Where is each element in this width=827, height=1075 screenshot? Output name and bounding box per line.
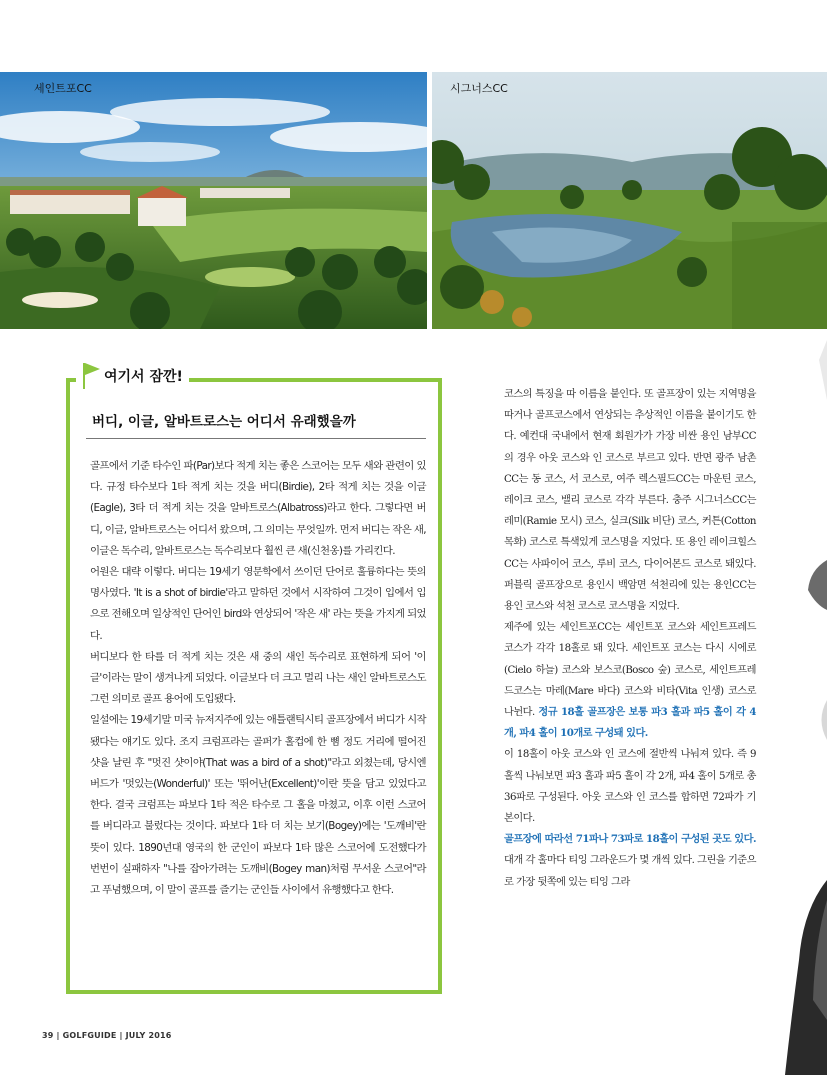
photo-saint-four-cc	[0, 72, 427, 329]
article-column	[504, 384, 756, 893]
photo-caption-cygnus: 시그너스CC	[450, 82, 508, 95]
sidebar-paragraph: 어원은 대략 이렇다. 버디는 19세기 영문학에서 쓰이던 단어로 훌륭하다는 뜻의 명사였다. 'It is a shot of birdie'라고 말하던 것에서 시작하여 그것이 입에서 입으로 전해오며 일상적인 단어인 bird와 연상되어 '작은 새' 라는 뜻을 가지게 되었다.	[90, 566, 426, 642]
edge-partial-photo	[785, 880, 827, 1075]
sidebar-tab-title: 여기서 잠깐!	[104, 369, 183, 385]
page-footer: 39 | GOLFGUIDE | JULY 2016	[42, 1031, 172, 1040]
article-highlight: 정규 18홀 골프장은 보통 파3 홀과 파5 홀이 각 4개, 파4 홀이 10개로 구성돼 있다.	[504, 706, 756, 740]
article-text: 대개 각 홀마다 티잉 그라운드가 몇 개씩 있다. 그린을 기준으로 가장 뒷쪽에 있는 티잉 그라	[504, 855, 756, 888]
golf-resort-illustration	[0, 72, 427, 329]
article-paragraph: 이 18홀이 아웃 코스와 인 코스에 절반씩 나눠져 있다. 즉 9홀씩 나눠보면 파3 홀과 파5 홀이 각 2개, 파4 홀이 5개로 총 36파로 구성된다. 아웃 코스와 인 코스를 합하면 72파가 기본이다.	[504, 749, 756, 825]
sidebar-paragraph: 일설에는 19세기말 미국 뉴저지주에 있는 애틀랜틱시티 골프장에서 버디가 시작됐다는 얘기도 있다. 조지 크럼프라는 골퍼가 홀컵에 한 뼘 정도 거리에 떨어진 샷을 날린 후 "멋진 샷이야(That was a bird of a shot)"라고 외쳤는데, 당시엔 버드가 '멋있는(Wonderful)' 또는 '뛰어난(Excellent)'이란 뜻을 담고 있었다고 한다. 결국 크럼프는 파보다 1타 적은 타수로 그 홀을 마쳤고, 이후 이런 스코어를 버디라고 불렀다는 것이다. 파보다 1타 더 치는 보기(Bogey)에는 '도깨비'란 뜻이 있다. 1890년대 영국의 한 군인이 파보다 1타 많은 스코어에 도전했다가 번번이 실패하자 "나를 잡아가려는 도깨비(Bogey man)처럼 무서운 스코어"라고 푸념했으며, 이 말이 골프를 즐기는 군인들 사이에서 유행했다고 한다.	[90, 714, 426, 897]
sidebar-body	[90, 456, 426, 901]
photo-caption-saint-four: 세인트포CC	[34, 82, 92, 95]
sidebar-tab	[76, 358, 189, 394]
edge-partial-photo	[805, 340, 827, 400]
edge-partial-photo	[812, 700, 827, 740]
sidebar-paragraph: 골프에서 기준 타수인 파(Par)보다 적게 치는 좋은 스코어는 모두 새와 관련이 있다. 규정 타수보다 1타 적게 치는 것을 버디(Birdie), 2타 적게 치는 것을 이글(Eagle), 3타 더 적게 치는 것을 알바트로스(Albatross)라고 한다. 그렇다면 버디, 이글, 알바트로스는 어디서 왔으며, 그 의미는 무엇일까. 먼저 버디는 작은 새, 이글은 독수리, 알바트로스는 독수리보다 훨씬 큰 새(신천옹)를 가리킨다.	[90, 460, 426, 557]
article-paragraph	[504, 617, 756, 744]
sidebar-divider	[86, 438, 426, 439]
article-paragraph: 코스의 특징을 따 이름을 붙인다. 또 골프장이 있는 지역명을 따거나 골프코스에서 연상되는 추상적인 이름을 붙이기도 한다. 예컨대 국내에서 현재 회원가가 가장 비싼 용인 남부CC의 경우 아웃 코스와 인 코스로 부르고 있다. 반면 광주 남촌CC는 동 코스, 서 코스로, 여주 렉스필드CC는 마운틴 코스, 레이크 코스, 밸리 코스로 각각 부른다. 충주 시그너스CC는 레미(Ramie 모시) 코스, 실크(Silk 비단) 코스, 커튼(Cotton 목화) 코스로 특색있게 코스명을 지었다. 또 용인 레이크힐스CC는 사파이어 코스, 루비 코스, 다이어몬드 코스로 돼있다. 퍼블릭 골프장으로 용인시 백암면 석천리에 있는 용인CC는 용인 코스와 석천 코스로 코스명을 지었다.	[504, 389, 756, 613]
sidebar-paragraph: 버디보다 한 타를 더 적게 치는 것은 새 중의 새인 독수리로 표현하게 되어 '이글'이라는 말이 생겨나게 되었다. 이글보다 더 크고 멀리 나는 새인 알바트로스도 그런 의미로 골프 용어에 도입됐다.	[90, 650, 426, 706]
article-text: 제주에 있는 세인트포CC는 세인트포 코스와 세인트프레드 코스가 각각 18홀로 돼 있다. 세인트포 코스는 다시 시에로(Cielo 하늘) 코스와 보스코(Bosco 숲) 코스로, 세인트프레드코스는 마레(Mare 바다) 코스와 비타(Vita 인생) 코스로 나뉜다.	[504, 622, 756, 719]
article-paragraph	[504, 829, 756, 893]
sidebar-heading: 버디, 이글, 알바트로스는 어디서 유래했을까	[92, 414, 356, 430]
golf-lake-illustration	[432, 72, 827, 329]
article-highlight: 골프장에 따라선 71파나 73파로 18홀이 구성된 곳도 있다.	[504, 833, 756, 846]
photo-cygnus-cc	[432, 72, 827, 329]
flag-icon	[80, 361, 102, 391]
edge-partial-photo	[800, 560, 827, 610]
